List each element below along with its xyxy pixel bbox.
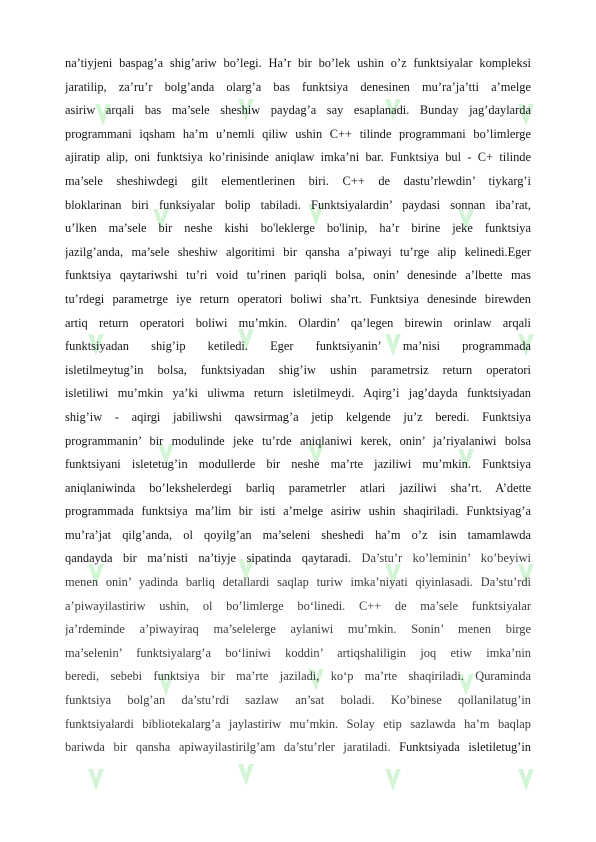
text-segment: programmani iqsham ha’m u’nemli qiliw ushin C++ tilinde programmani bo’limlerge [65,126,531,141]
leaf-check-icon [382,765,404,795]
text-line [65,288,531,312]
text-segment: Funktsiyada isletiletug’in [399,740,531,755]
text-line [65,264,531,288]
text-line [65,689,531,713]
text-line [65,595,531,619]
text-line [65,359,531,383]
text-segment: isletilmeytug’in bolsa, funktsiyadan shig’iw ushin parametrsiz return operatori [65,362,531,377]
text-line [65,170,531,194]
text-segment: a’piwayilastiriw ushin, ol bo’limlerge bo‘linedi. C++ de ma’sele funktsiyalar [65,598,531,613]
text-line [65,241,531,265]
text-line [65,642,531,666]
text-segment: programmanin’ bir modulinde jeke tu’rde aniqlaniwi kerek, onin’ ja’riyalaniwi bolsa [65,433,531,448]
text-segment: bariwda bir qansha apiwayilastirilg’am da’stu’rler jaratiladi. [65,740,400,755]
text-segment: funktsiyani isletetug’in modullerde bir neshe ma’rte jaziliwi mu’mkin. Funktsiya [65,457,531,472]
text-line [65,430,531,454]
text-segment: aniqlaniwinda bo’lekshelerdegi barliq parametrler atlari jaziliwi sha’rt. A’dette [65,480,531,495]
leaf-check-icon [85,765,107,795]
text-line [65,524,531,548]
text-line [65,713,531,737]
document-body [65,52,531,760]
text-line [65,618,531,642]
text-line [65,52,531,76]
text-segment: shig’iw - aqirgi jabiliwshi qawsirmag’a jetip kelgende ju’z beredi. Funktsiya [65,409,531,424]
text-line [65,312,531,336]
text-segment: asiriw arqali bas ma’sele sheshiw paydag’a say esaplanadi. Bunday jag’daylarda [65,103,531,118]
leaf-check-icon [235,760,257,790]
text-line [65,453,531,477]
text-line [65,477,531,501]
text-segment: funktsiyadan shig’ip ketiledi. Eger funktsiyanin’ ma’nisi programmada [65,339,531,354]
text-line [65,382,531,406]
text-segment: isletiliwi mu’mkin ya’ki uliwma return isletilmeydi. Aqirg’i jag’dayda funktsiyadan [65,386,531,401]
text-segment: bloklarinan biri funksiyalar bolip tabiladi. Funktsiyalardin’ paydasi sonnan iba’rat, [65,197,531,212]
text-line [65,217,531,241]
text-segment: jazilg’anda, ma’sele sheshiw algoritimi bir qansha a’piwayi tu’rge alip kelinedi.Eger [65,244,531,259]
text-segment: beredi, sebebi funktsiya bir ma’rte jaziladi, ko‘p ma’rte shaqiriladi. Quraminda [65,669,531,684]
text-segment: menen onin’ yadinda barliq detallardi saqlap turiw imka’niyati qiyinlasadi. Da’stu’rdi [65,575,531,590]
text-segment: ma’sele sheshiwdegi gilt elementlerinen biri. C++ de dastu’rlewdin’ tiykarg’i [65,173,531,188]
text-line [65,146,531,170]
text-segment: mu’ra’jat qilg’anda, ol qoyilg’an ma’seleni sheshedi ha’m o’z isin tamamlawda [65,527,531,542]
text-line [65,571,531,595]
text-line [65,194,531,218]
text-segment: ajiratip alip, oni funktsiya ko’rinisinde aniqlaw imka’ni bar. Funktsiya bul - C+ tilinde [65,150,531,165]
text-segment: u’lken ma’sele bir neshe kishi bo'leklerge bo'linip, ha’r birine jeke funktsiya [65,221,531,236]
text-line [65,335,531,359]
text-line [65,406,531,430]
text-segment: qandayda bir ma’nisti na’tiyje sipatinda qaytaradi. [65,551,362,566]
text-segment: funktsiya qaytariwshi tu’ri void tu’rinen pariqli bolsa, onin’ denesinde a’lbette mas [65,268,531,283]
text-segment: artiq return operatori boliwi mu’mkin. Olardin’ qa’legen birewin orinlaw arqali [65,315,531,330]
text-line [65,500,531,524]
leaf-check-icon [515,765,537,795]
text-line [65,123,531,147]
text-line [65,547,531,571]
text-line [65,99,531,123]
text-line [65,736,531,760]
text-line [65,76,531,100]
text-segment: tu’rdegi parametrge iye return operatori boliwi sha’rt. Funktsiya denesinde birewden [65,291,531,306]
text-segment: na’tiyjeni baspag’a shig’ariw bo’legi. Ha’r bir bo’lek ushin o’z funktsiyalar kompleksi [65,56,531,70]
text-line [65,665,531,689]
text-segment: Da’stu’r ko’leminin’ ko’beyiwi [361,551,531,566]
text-segment: funktsiyalardi bibliotekalarg’a jaylastiriw mu’mkin. Solay etip sazlawda ha’m baqlap [65,716,531,731]
text-segment: ja’rdeminde a’piwayiraq ma’selelerge aylaniwi mu’mkin. Sonin’ menen birge [65,622,531,637]
text-segment: funktsiya bolg’an da’stu’rdi sazlaw an’sat boladi. Ko’binese qollanilatug’in [65,693,531,708]
text-segment: jaratilip, za’ru’r bolg’anda olarg’a bas funktsiya denesinen mu’ra’ja’tti a’melge [65,79,531,94]
text-segment: programmada funktsiya ma’lim bir isti a’melge asiriw ushin shaqiriladi. Funktsiyag’a [65,504,531,519]
text-segment: ma’selenin’ funktsiyalarg’a bo‘liniwi koddin’ artiqshaliligin joq etiw imka’nin [65,645,531,660]
